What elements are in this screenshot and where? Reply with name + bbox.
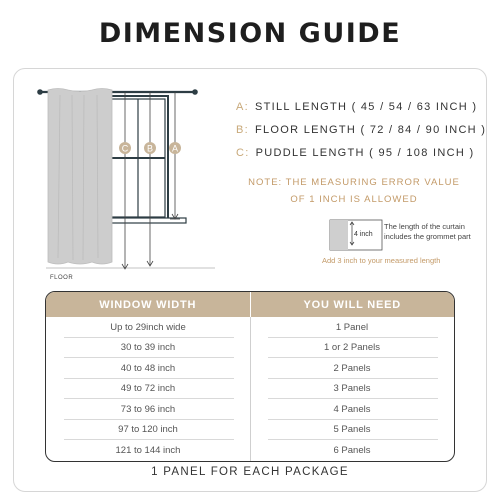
table-row xyxy=(46,379,454,400)
cell-width: 73 to 96 inch xyxy=(120,403,176,415)
measurement-c xyxy=(236,147,474,159)
table-row xyxy=(46,338,454,359)
curtain-panel xyxy=(48,89,112,265)
cell-panels: 4 Panels xyxy=(333,403,371,415)
grommet-add-text: Add 3 inch to your measured length xyxy=(322,256,441,265)
grommet-description: The length of the curtain includes the grommet part xyxy=(384,222,471,241)
note-line-2: OF 1 INCH IS ALLOWED xyxy=(290,194,418,205)
cell-panels: 3 Panels xyxy=(333,383,371,395)
cell-width: 40 to 48 inch xyxy=(120,362,176,374)
cell-width: 121 to 144 inch xyxy=(115,444,181,456)
marker-c-label: C xyxy=(121,143,129,154)
measurement-b xyxy=(236,124,486,136)
table-row xyxy=(46,420,454,441)
grommet-size: 4 inch xyxy=(354,231,373,238)
table-row xyxy=(46,358,454,379)
panel-size-table xyxy=(45,291,455,462)
table-row xyxy=(46,440,454,461)
cell-panels: 1 or 2 Panels xyxy=(324,342,380,354)
cell-width: Up to 29inch wide xyxy=(110,321,186,333)
table-row xyxy=(46,317,454,338)
cell-panels: 5 Panels xyxy=(333,424,371,436)
cell-width: 30 to 39 inch xyxy=(120,342,176,354)
header-window-width: WINDOW WIDTH xyxy=(46,292,251,317)
measurement-label: PUDDLE LENGTH ( 95 / 108 INCH ) xyxy=(255,147,475,159)
measurement-key: C: xyxy=(236,147,250,159)
floor-label: FLOOR xyxy=(50,275,74,281)
grommet-diagram xyxy=(330,220,382,250)
package-note: 1 PANEL FOR EACH PACKAGE xyxy=(151,466,349,478)
cell-panels: 1 Panel xyxy=(335,321,369,333)
marker-a-label: A xyxy=(171,143,179,154)
table-header xyxy=(46,292,454,317)
cell-panels: 2 Panels xyxy=(333,362,371,374)
note-line-1: NOTE: THE MEASURING ERROR VALUE xyxy=(248,177,460,188)
cell-width: 49 to 72 inch xyxy=(120,383,176,395)
cell-width: 97 to 120 inch xyxy=(118,424,178,436)
measurement-label: STILL LENGTH ( 45 / 54 / 63 INCH ) xyxy=(255,101,478,113)
page-title: DIMENSION GUIDE xyxy=(98,18,402,49)
table-row xyxy=(46,399,454,420)
header-you-will-need: YOU WILL NEED xyxy=(303,298,402,311)
marker-b-label: B xyxy=(146,143,154,154)
measurement-label: FLOOR LENGTH ( 72 / 84 / 90 INCH ) xyxy=(255,124,487,136)
measurement-key: A: xyxy=(236,101,249,113)
window-graphic xyxy=(100,96,186,223)
measurement-a xyxy=(236,101,477,113)
measurement-key: B: xyxy=(236,124,249,136)
cell-panels: 6 Panels xyxy=(333,444,371,456)
